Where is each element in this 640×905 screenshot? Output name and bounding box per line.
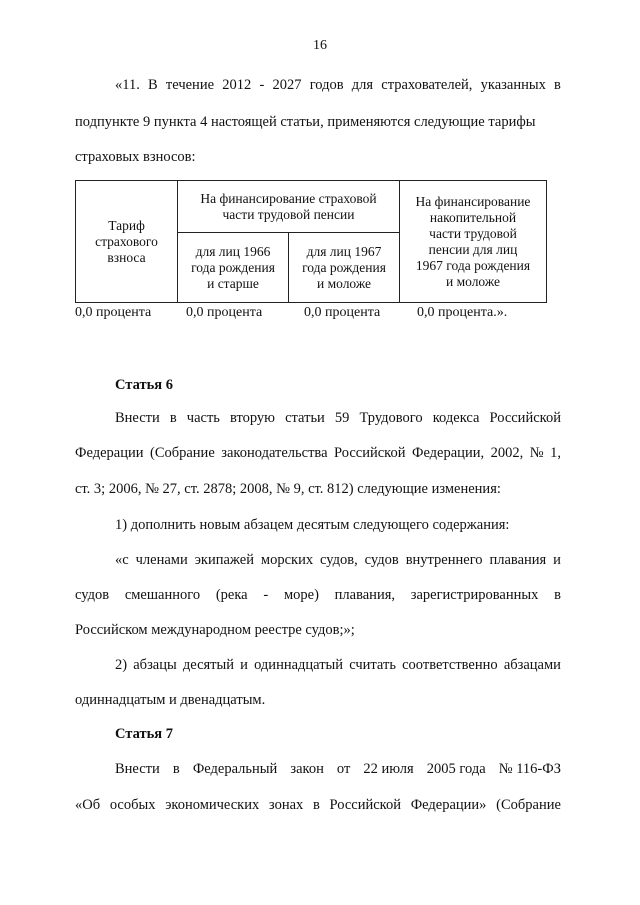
header-funded-part bbox=[400, 181, 547, 303]
word: зарегистрированных bbox=[410, 587, 539, 603]
article-7-line-1 bbox=[115, 760, 561, 778]
word: указанных bbox=[480, 77, 546, 93]
word: Внести bbox=[115, 761, 160, 777]
word: и bbox=[553, 552, 561, 568]
article-6-line-7: Российском международном реестре судов;»; bbox=[75, 622, 355, 638]
word: в bbox=[554, 77, 561, 93]
header-born-1967-and-younger bbox=[289, 233, 400, 303]
article-7-line-2 bbox=[75, 796, 561, 814]
cell-line: Тариф bbox=[108, 217, 145, 233]
word: течение bbox=[165, 77, 215, 93]
word: особых bbox=[109, 797, 156, 813]
article-6-line-8 bbox=[115, 656, 561, 674]
word: зонах bbox=[268, 797, 304, 813]
word: (Собрание bbox=[149, 445, 215, 461]
word: 2027 bbox=[272, 77, 302, 93]
intro-line-3: страховых взносов: bbox=[75, 149, 196, 165]
word: Российской bbox=[334, 445, 406, 461]
cell-line: накопительной bbox=[429, 209, 517, 225]
word: морских bbox=[260, 552, 314, 568]
cell-line: года рождения bbox=[302, 259, 386, 275]
word: судов bbox=[364, 552, 399, 568]
word: «с bbox=[115, 552, 129, 568]
word: закон bbox=[290, 761, 324, 777]
word: членами bbox=[135, 552, 188, 568]
word: страхователей, bbox=[381, 77, 473, 93]
cell-line: для лиц 1966 bbox=[195, 243, 271, 259]
cell-line: На финансирование страховой bbox=[200, 190, 377, 206]
word: в bbox=[169, 410, 177, 426]
word: 59 bbox=[334, 410, 350, 426]
header-tariff bbox=[76, 181, 178, 303]
word: судов, bbox=[320, 552, 358, 568]
word: плавания bbox=[489, 552, 547, 568]
word: абзацы bbox=[133, 657, 177, 673]
word: годов bbox=[309, 77, 344, 93]
word: в bbox=[554, 587, 561, 603]
word: статьи bbox=[285, 410, 325, 426]
word: считать bbox=[349, 657, 396, 673]
word: 2012 bbox=[222, 77, 252, 93]
word: внутреннего bbox=[405, 552, 483, 568]
word: в bbox=[312, 797, 320, 813]
article-6-line-6 bbox=[75, 586, 561, 604]
value-1967: 0,0 процента bbox=[304, 305, 381, 320]
word: одиннадцатый bbox=[254, 657, 344, 673]
word: Российской bbox=[329, 797, 401, 813]
word: экипажей bbox=[194, 552, 254, 568]
header-insurance-part bbox=[178, 181, 400, 233]
word: в bbox=[172, 761, 180, 777]
cell-line: страхового bbox=[95, 233, 158, 249]
word: и bbox=[240, 657, 248, 673]
cell-line: года рождения bbox=[191, 259, 275, 275]
word: «11. bbox=[115, 77, 140, 93]
cell-line: 1967 года рождения bbox=[415, 257, 531, 273]
article-6-line-1 bbox=[115, 409, 561, 427]
word: - bbox=[263, 587, 269, 603]
word: экономических bbox=[165, 797, 260, 813]
word: Внести bbox=[115, 410, 160, 426]
word: № bbox=[529, 445, 544, 461]
word: № 116-ФЗ bbox=[498, 761, 561, 777]
article-6-heading: Статья 6 bbox=[115, 377, 173, 393]
word: 2002, bbox=[490, 445, 524, 461]
word: от bbox=[336, 761, 351, 777]
word: Федерации bbox=[75, 445, 144, 461]
cell-line: части трудовой пенсии bbox=[222, 206, 355, 222]
word: абзацами bbox=[503, 657, 561, 673]
article-7-heading: Статья 7 bbox=[115, 726, 173, 742]
word: соответственно bbox=[402, 657, 498, 673]
word: 2) bbox=[115, 657, 128, 673]
article-6-line-3: ст. 3; 2006, № 27, ст. 2878; 2008, № 9, ст. 812) следующие изменения: bbox=[75, 481, 501, 497]
cell-line: и моложе bbox=[316, 275, 371, 291]
word: часть bbox=[186, 410, 220, 426]
word: вторую bbox=[229, 410, 276, 426]
word: Федеральный bbox=[192, 761, 278, 777]
word: Федерации» bbox=[410, 797, 487, 813]
tariff-table bbox=[75, 180, 547, 303]
word: - bbox=[259, 77, 265, 93]
intro-line-1 bbox=[115, 76, 561, 94]
value-tariff: 0,0 процента bbox=[75, 305, 152, 320]
word: море) bbox=[283, 587, 319, 603]
word: В bbox=[148, 77, 158, 93]
word: (река bbox=[215, 587, 248, 603]
cell-line: На финансирование bbox=[415, 193, 531, 209]
word: «Об bbox=[75, 797, 101, 813]
value-funded: 0,0 процента.». bbox=[417, 305, 508, 320]
word: для bbox=[351, 77, 374, 93]
word: (Собрание bbox=[496, 797, 561, 813]
word: судов bbox=[75, 587, 110, 603]
word: Федерации, bbox=[411, 445, 485, 461]
article-6-line-5 bbox=[115, 551, 561, 569]
article-6-line-4: 1) дополнить новым абзацем десятым следующего содержания: bbox=[115, 517, 510, 533]
word: Российской bbox=[489, 410, 561, 426]
cell-line: пенсии для лиц bbox=[428, 241, 518, 257]
word: законодательства bbox=[221, 445, 328, 461]
word: плавания, bbox=[334, 587, 395, 603]
word: кодекса bbox=[432, 410, 480, 426]
article-6-line-2 bbox=[75, 444, 561, 462]
cell-line: и старше bbox=[207, 275, 259, 291]
page-number: 16 bbox=[313, 38, 327, 53]
word: десятый bbox=[182, 657, 235, 673]
article-6-line-9: одиннадцатым и двенадцатым. bbox=[75, 692, 266, 708]
word: 22 июля bbox=[363, 761, 414, 777]
intro-line-2: подпункте 9 пункта 4 настоящей статьи, применяются следующие тарифы bbox=[75, 114, 536, 130]
word: смешанного bbox=[124, 587, 201, 603]
cell-line: для лиц 1967 bbox=[306, 243, 382, 259]
cell-line: части трудовой bbox=[429, 225, 517, 241]
value-1966: 0,0 процента bbox=[186, 305, 263, 320]
word: 2005 года bbox=[426, 761, 486, 777]
cell-line: и моложе bbox=[445, 273, 500, 289]
header-born-1966-and-older bbox=[178, 233, 289, 303]
cell-line: взноса bbox=[107, 249, 146, 265]
word: 1, bbox=[550, 445, 561, 461]
word: Трудового bbox=[359, 410, 423, 426]
